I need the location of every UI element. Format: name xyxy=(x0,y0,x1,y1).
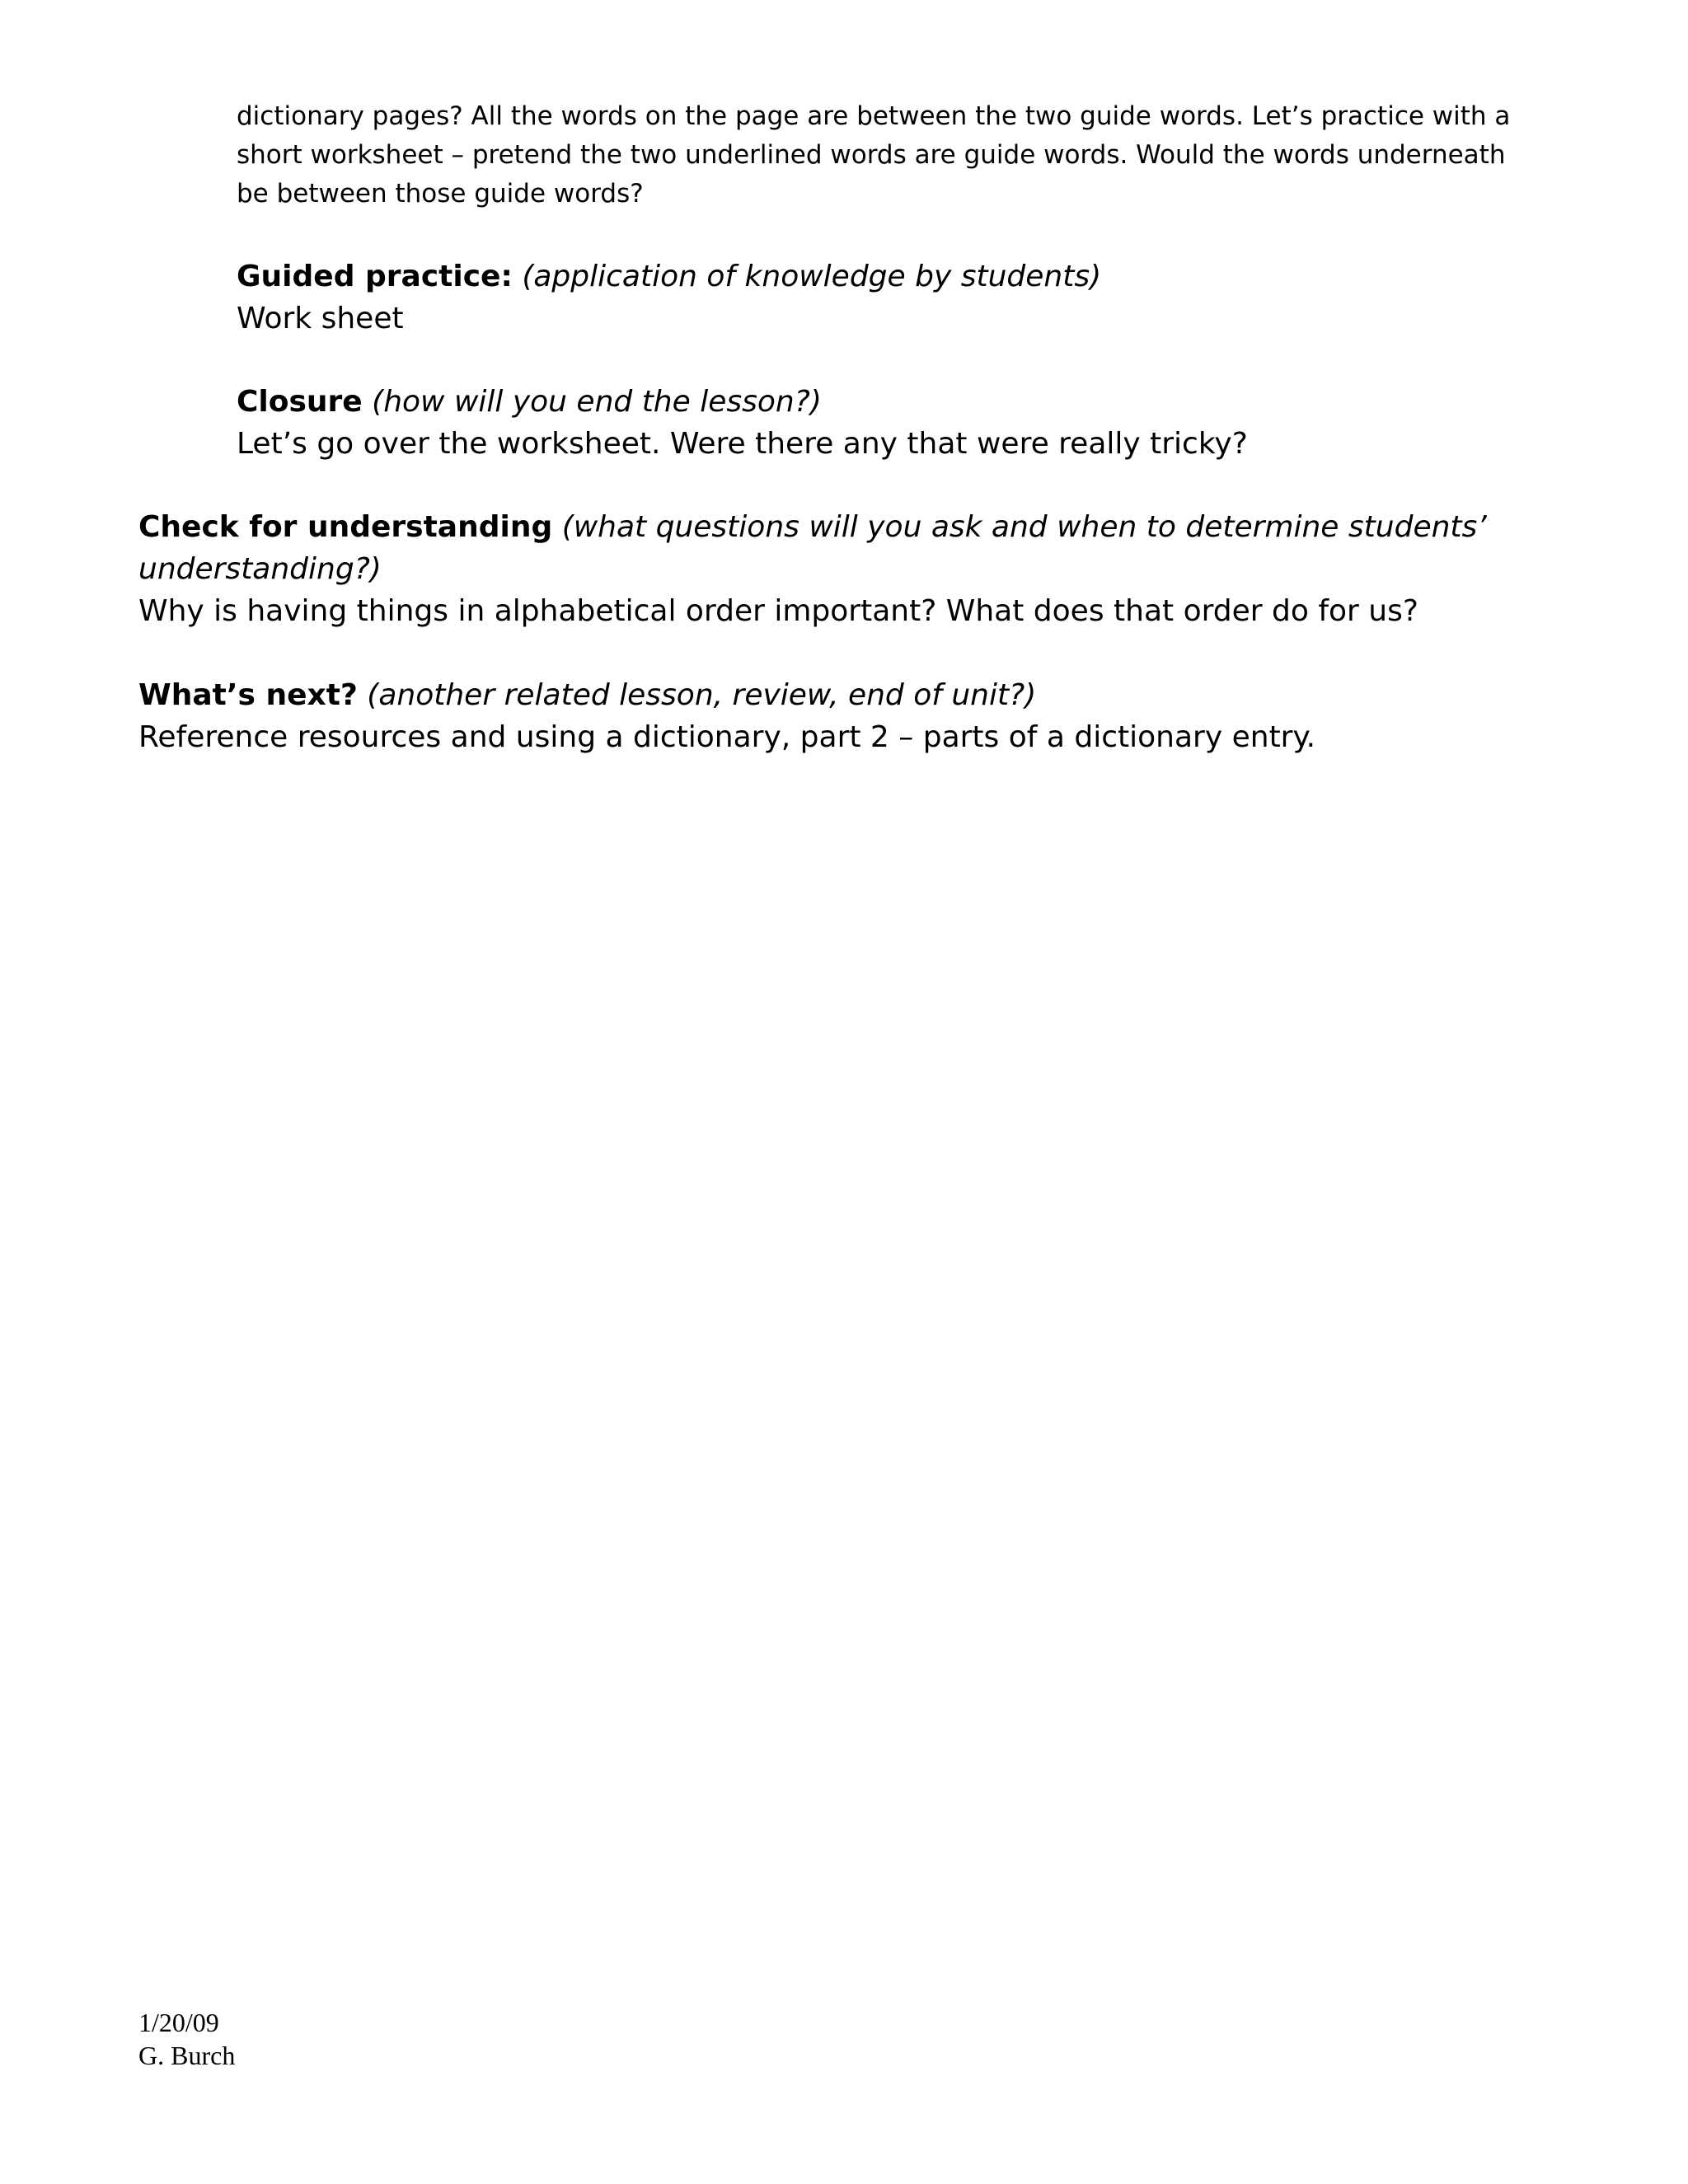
check-note-line-1: (what questions will you ask and when to determine students’ xyxy=(561,510,1487,544)
guided-practice-label: Guided practice: xyxy=(237,260,513,293)
footer-date: 1/20/09 xyxy=(138,2008,219,2037)
closure-body: Let’s go over the worksheet. Were there any that were really tricky? xyxy=(237,427,1248,461)
guided-practice-note: (application of knowledge by students) xyxy=(522,260,1102,293)
guided-practice-body: Work sheet xyxy=(237,302,404,335)
intro-line-1: dictionary pages? All the words on the page are between the two guide words. Let’s practice with a xyxy=(237,101,1511,131)
footer-author: G. Burch xyxy=(138,2041,236,2070)
check-label: Check for understanding xyxy=(138,510,553,544)
closure-heading xyxy=(237,381,1522,423)
whats-next-body: Reference resources and using a dictionary, part 2 – parts of a dictionary entry. xyxy=(138,720,1316,754)
guided-practice-section xyxy=(237,255,1522,340)
check-note-line-2: understanding?) xyxy=(138,552,382,586)
check-body: Why is having things in alphabetical order important? What does that order do for us? xyxy=(138,594,1418,628)
whats-next-heading xyxy=(138,674,1540,716)
guided-practice-heading xyxy=(237,255,1522,298)
intro-line-2: short worksheet – pretend the two underlined words are guide words. Would the words underneath xyxy=(237,140,1506,170)
check-for-understanding-section xyxy=(138,506,1540,632)
closure-label: Closure xyxy=(237,385,363,419)
intro-line-3: be between those guide words? xyxy=(237,179,644,209)
whats-next-section xyxy=(138,674,1540,758)
intro-paragraph xyxy=(237,97,1522,213)
closure-section xyxy=(237,381,1522,465)
whats-next-note: (another related lesson, review, end of unit?) xyxy=(367,678,1037,712)
page-footer xyxy=(138,2006,235,2072)
closure-note: (how will you end the lesson?) xyxy=(372,385,822,419)
whats-next-label: What’s next? xyxy=(138,678,358,712)
check-heading xyxy=(138,506,1540,548)
